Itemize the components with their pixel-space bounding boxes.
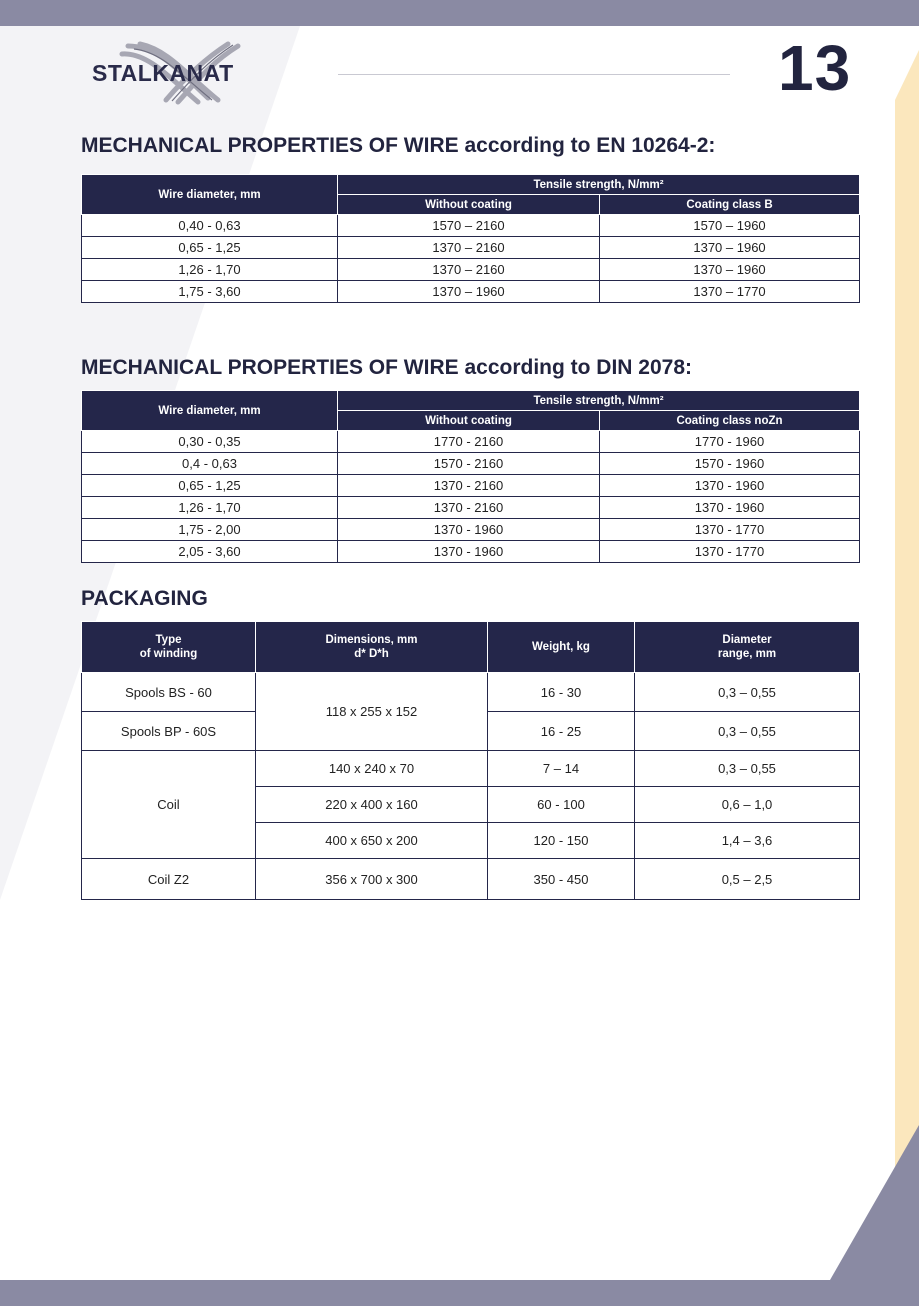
cell-coating: 1370 - 1960 xyxy=(600,497,860,519)
cell-dimensions: 220 x 400 x 160 xyxy=(256,787,488,823)
cell-diameter: 1,26 - 1,70 xyxy=(82,497,338,519)
cell-diameter: 0,40 - 0,63 xyxy=(82,215,338,237)
cell-range: 0,3 – 0,55 xyxy=(635,712,860,751)
cell-type: Coil Z2 xyxy=(82,859,256,900)
header-dimensions: Dimensions, mm d* D*h xyxy=(256,622,488,673)
cell-range: 0,3 – 0,55 xyxy=(635,673,860,712)
cell-weight: 16 - 25 xyxy=(488,712,635,751)
din2078-table xyxy=(81,390,860,563)
table-row xyxy=(82,259,860,281)
page-number: 13 xyxy=(778,32,852,104)
cell-range: 0,3 – 0,55 xyxy=(635,751,860,787)
cell-range: 0,6 – 1,0 xyxy=(635,787,860,823)
cell-coating: 1370 - 1960 xyxy=(600,475,860,497)
section-title-packaging: PACKAGING xyxy=(81,587,208,610)
section-title-din2078: MECHANICAL PROPERTIES OF WIRE according to DIN 2078: xyxy=(81,356,693,379)
cell-weight: 60 - 100 xyxy=(488,787,635,823)
cell-without-coating: 1770 - 2160 xyxy=(338,431,600,453)
cell-coating: 1370 - 1770 xyxy=(600,541,860,563)
table-row xyxy=(82,431,860,453)
table-row xyxy=(82,519,860,541)
cell-without-coating: 1370 - 1960 xyxy=(338,519,600,541)
cell-without-coating: 1370 - 2160 xyxy=(338,475,600,497)
cell-without-coating: 1370 – 2160 xyxy=(338,259,600,281)
cell-without-coating: 1570 – 2160 xyxy=(338,215,600,237)
table-row xyxy=(82,859,860,900)
table-row xyxy=(82,281,860,303)
cell-diameter: 1,75 - 3,60 xyxy=(82,281,338,303)
cell-type: Spools BP - 60S xyxy=(82,712,256,751)
cell-type: Coil xyxy=(82,751,256,859)
table-row xyxy=(82,673,860,712)
cell-type: Spools BS - 60 xyxy=(82,673,256,712)
header-wire-diameter: Wire diameter, mm xyxy=(82,391,338,431)
cell-coating: 1570 – 1960 xyxy=(600,215,860,237)
header-weight: Weight, kg xyxy=(488,622,635,673)
cell-without-coating: 1570 - 2160 xyxy=(338,453,600,475)
cell-without-coating: 1370 – 2160 xyxy=(338,237,600,259)
cell-diameter: 0,65 - 1,25 xyxy=(82,237,338,259)
cell-dimensions: 400 x 650 x 200 xyxy=(256,823,488,859)
table-row xyxy=(82,751,860,787)
cell-diameter: 1,26 - 1,70 xyxy=(82,259,338,281)
cell-coating: 1570 - 1960 xyxy=(600,453,860,475)
cell-coating: 1370 – 1960 xyxy=(600,259,860,281)
cell-weight: 120 - 150 xyxy=(488,823,635,859)
cell-range: 1,4 – 3,6 xyxy=(635,823,860,859)
cell-diameter: 1,75 - 2,00 xyxy=(82,519,338,541)
packaging-table xyxy=(81,621,860,900)
header-type-of-winding: Type of winding xyxy=(82,622,256,673)
cell-without-coating: 1370 – 1960 xyxy=(338,281,600,303)
table-row xyxy=(82,541,860,563)
cell-weight: 350 - 450 xyxy=(488,859,635,900)
table-row xyxy=(82,453,860,475)
header-divider xyxy=(338,74,730,75)
header-without-coating: Without coating xyxy=(338,195,600,215)
cell-diameter: 0,30 - 0,35 xyxy=(82,431,338,453)
cell-diameter: 0,65 - 1,25 xyxy=(82,475,338,497)
cell-diameter: 0,4 - 0,63 xyxy=(82,453,338,475)
table-row xyxy=(82,497,860,519)
cell-dimensions: 118 x 255 x 152 xyxy=(256,673,488,751)
table-row xyxy=(82,215,860,237)
header-tensile-strength: Tensile strength, N/mm² xyxy=(338,175,860,195)
bottom-bar xyxy=(0,1280,919,1306)
cell-coating: 1370 – 1770 xyxy=(600,281,860,303)
cell-weight: 16 - 30 xyxy=(488,673,635,712)
en10264-table xyxy=(81,174,860,303)
section-title-en10264: MECHANICAL PROPERTIES OF WIRE according to EN 10264-2: xyxy=(81,134,716,157)
header-without-coating: Without coating xyxy=(338,411,600,431)
cell-without-coating: 1370 - 2160 xyxy=(338,497,600,519)
cell-dimensions: 356 x 700 x 300 xyxy=(256,859,488,900)
table-row xyxy=(82,475,860,497)
cell-dimensions: 140 x 240 x 70 xyxy=(256,751,488,787)
header-diameter-range: Diameter range, mm xyxy=(635,622,860,673)
table-row xyxy=(82,237,860,259)
cell-coating: 1370 - 1770 xyxy=(600,519,860,541)
cell-without-coating: 1370 - 1960 xyxy=(338,541,600,563)
stalkanat-logo xyxy=(88,40,258,106)
header-tensile-strength: Tensile strength, N/mm² xyxy=(338,391,860,411)
cell-weight: 7 – 14 xyxy=(488,751,635,787)
header-coating-class: Coating class noZn xyxy=(600,411,860,431)
header-wire-diameter: Wire diameter, mm xyxy=(82,175,338,215)
cell-range: 0,5 – 2,5 xyxy=(635,859,860,900)
cell-diameter: 2,05 - 3,60 xyxy=(82,541,338,563)
logo-text: STALKANAT xyxy=(92,60,234,86)
top-bar xyxy=(0,0,919,26)
header-coating-class: Coating class B xyxy=(600,195,860,215)
cell-coating: 1370 – 1960 xyxy=(600,237,860,259)
cell-coating: 1770 - 1960 xyxy=(600,431,860,453)
